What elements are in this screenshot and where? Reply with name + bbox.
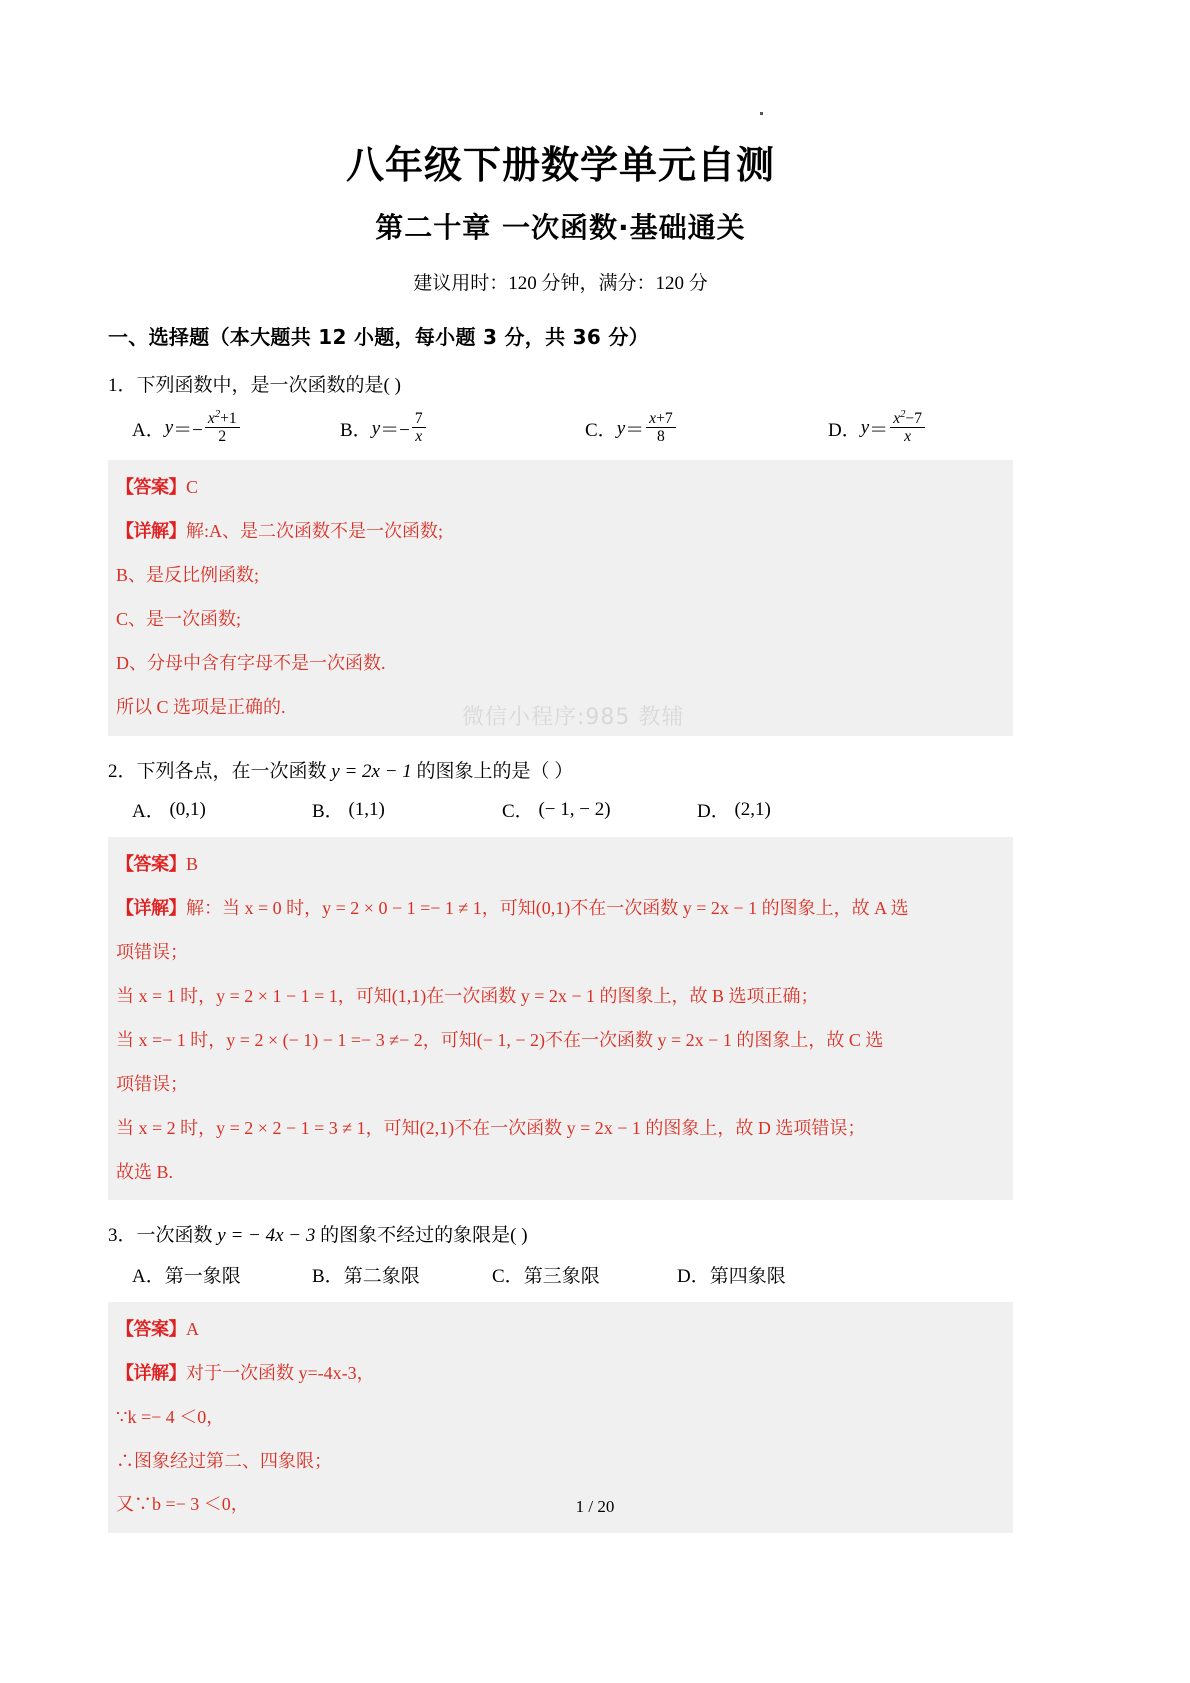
question-1-detail-line-4: D、分母中含有字母不是一次函数. — [116, 653, 386, 673]
answer-value: B — [186, 854, 199, 875]
question-2-text-pre: 下列各点，在一次函数 — [136, 760, 332, 782]
page-subtitle: 第二十章 一次函数·基础通关 — [375, 210, 746, 244]
question-1-detail-line-3: C、是一次函数; — [116, 609, 242, 630]
option-d-label: D． — [697, 801, 730, 823]
option-b-fraction: $\frac{7}{x}$ — [412, 410, 426, 445]
section-heading: 一、选择题（本大题共 12 小题，每小题 3 分，共 36 分） — [108, 324, 649, 349]
option-b-label: B． — [312, 801, 344, 823]
detail-tag: 【详解】 — [116, 898, 186, 920]
option-c-fraction: $\frac{x+7}{8}$ — [646, 410, 676, 445]
question-2-option-b[interactable] — [312, 796, 502, 823]
option-b-value: 第二象限 — [343, 1265, 420, 1287]
question-2-option-d[interactable] — [697, 796, 771, 823]
question-1-answer-block — [108, 460, 1013, 735]
option-b-value: (1,1) — [348, 798, 385, 820]
question-2-options — [108, 796, 1013, 823]
question-2-option-a[interactable] — [132, 796, 312, 823]
detail-text: 对于一次函数 y=-4x-3， — [186, 1362, 375, 1383]
option-d-label: D． — [828, 419, 861, 441]
question-2-detail-line-5: 项错误； — [116, 1073, 188, 1094]
detail-tag: 【详解】 — [116, 1362, 186, 1384]
question-1-answer — [116, 474, 1005, 502]
option-c-label: C． — [585, 420, 617, 442]
question-3-option-b[interactable] — [312, 1261, 492, 1288]
answer-tag: 【答案】 — [116, 477, 186, 499]
question-1-number: 1． — [108, 374, 137, 396]
option-c-label: C． — [492, 1265, 524, 1287]
question-2-detail-line-3: 当 x = 1 时，y = 2 × 1 − 1 = 1，可知(1,1)在一次函数 y = 2x − 1 的图象上，故 B 选项正确； — [116, 985, 819, 1006]
question-3-option-a[interactable] — [132, 1261, 312, 1288]
detail-tag: 【详解】 — [116, 521, 186, 543]
option-a-label: A． — [132, 419, 165, 441]
document-content — [108, 0, 1013, 1533]
question-1-detail-line-1 — [116, 518, 1005, 546]
question-3-math: y = − 4x − 3 — [217, 1225, 316, 1247]
question-2-stem — [108, 758, 1013, 787]
question-2-detail-line-1 — [116, 895, 1005, 923]
option-a-label: A． — [132, 1265, 165, 1287]
detail-text: 解：当 x = 0 时，y = 2 × 0 − 1 =− 1 ≠ 1，可知(0,1)不在一次函数 y = 2x − 1 的图象上，故 A 选 — [186, 898, 909, 919]
question-3-answer — [116, 1316, 1005, 1344]
answer-tag: 【答案】 — [116, 1318, 186, 1340]
question-2-answer — [116, 851, 1005, 879]
question-2-detail-line-7: 故选 B. — [116, 1161, 174, 1182]
question-3-option-d[interactable] — [677, 1261, 786, 1288]
option-a-value: (0,1) — [169, 798, 206, 820]
question-3-stem — [108, 1222, 1013, 1251]
page-footer: 1 / 20 — [575, 1497, 615, 1516]
question-1-detail-line-5: 所以 C 选项是正确的. — [116, 696, 286, 717]
question-3-option-c[interactable] — [492, 1261, 677, 1288]
option-a-fraction: $\frac{x^2+1}{2}$ — [205, 409, 240, 445]
question-1-stem — [108, 372, 1013, 401]
question-1-detail-line-2: B、是反比例函数; — [116, 565, 260, 586]
question-2-detail-line-2: 项错误； — [116, 942, 188, 963]
watermark: 微信小程序:985 教辅 — [462, 705, 685, 730]
question-1-option-a[interactable]: A． y ＝− $\frac{x^2+1}{2}$ — [132, 410, 340, 446]
question-2-answer-block — [108, 837, 1013, 1200]
question-3-detail-line-4: 又∵b =− 3 ＜0， — [116, 1494, 249, 1515]
option-c-label: C． — [502, 801, 534, 823]
question-1-option-d[interactable]: D． y ＝ $\frac{x^2-7}{x}$ — [828, 410, 927, 446]
question-2-math: y = 2x − 1 — [331, 760, 412, 782]
option-d-fraction: $\frac{x^2-7}{x}$ — [890, 409, 925, 445]
detail-text: 解:A、是二次函数不是一次函数; — [186, 521, 443, 542]
question-2-option-c[interactable] — [502, 796, 697, 823]
option-c-value: (− 1, − 2) — [538, 798, 611, 820]
question-2-detail-line-4: 当 x =− 1 时，y = 2 × (− 1) − 1 =− 3 ≠− 2，可知(− 1, − 2)不在一次函数 y = 2x − 1 的图象上，故 C 选 — [116, 1029, 884, 1050]
question-2-number: 2． — [108, 760, 137, 782]
page-title: 八年级下册数学单元自测 — [345, 143, 775, 187]
question-1-option-c[interactable]: C． y ＝ $\frac{x+7}{8}$ — [585, 411, 828, 446]
option-a-value: 第一象限 — [164, 1265, 241, 1287]
question-1-options — [108, 410, 1013, 446]
question-3-number: 3． — [108, 1225, 137, 1247]
option-c-value: 第三象限 — [523, 1265, 600, 1287]
question-2-text-post: 的图象上的是（ ） — [411, 760, 574, 782]
answer-value: A — [186, 1318, 199, 1339]
question-3-detail-line-3: ∴图象经过第二、四象限； — [116, 1450, 332, 1471]
option-d-label: D． — [677, 1265, 710, 1287]
option-b-label: B． — [312, 1265, 344, 1287]
question-3-text-post: 的图象不经过的象限是( ) — [315, 1225, 528, 1247]
answer-tag: 【答案】 — [116, 854, 186, 876]
question-3-text-pre: 一次函数 — [136, 1225, 218, 1247]
question-1-text: 下列函数中，是一次函数的是( ) — [136, 374, 401, 396]
question-3-detail-line-1 — [116, 1360, 1005, 1388]
question-3-detail-line-2: ∵k =− 4 ＜0， — [116, 1406, 225, 1427]
question-2-detail-line-6: 当 x = 2 时，y = 2 × 2 − 1 = 3 ≠ 1，可知(2,1)不在一次函数 y = 2x − 1 的图象上，故 D 选项错误； — [116, 1117, 866, 1138]
question-1-option-b[interactable]: B． y ＝− $\frac{7}{x}$ — [340, 411, 585, 446]
option-d-value: 第四象限 — [709, 1265, 786, 1287]
option-a-label: A． — [132, 801, 165, 823]
option-b-label: B． — [340, 420, 372, 442]
exam-meta: 建议用时：120 分钟，满分：120 分 — [413, 272, 708, 294]
question-3-options — [108, 1261, 1013, 1288]
answer-value: C — [186, 477, 199, 498]
option-d-value: (2,1) — [734, 798, 771, 820]
